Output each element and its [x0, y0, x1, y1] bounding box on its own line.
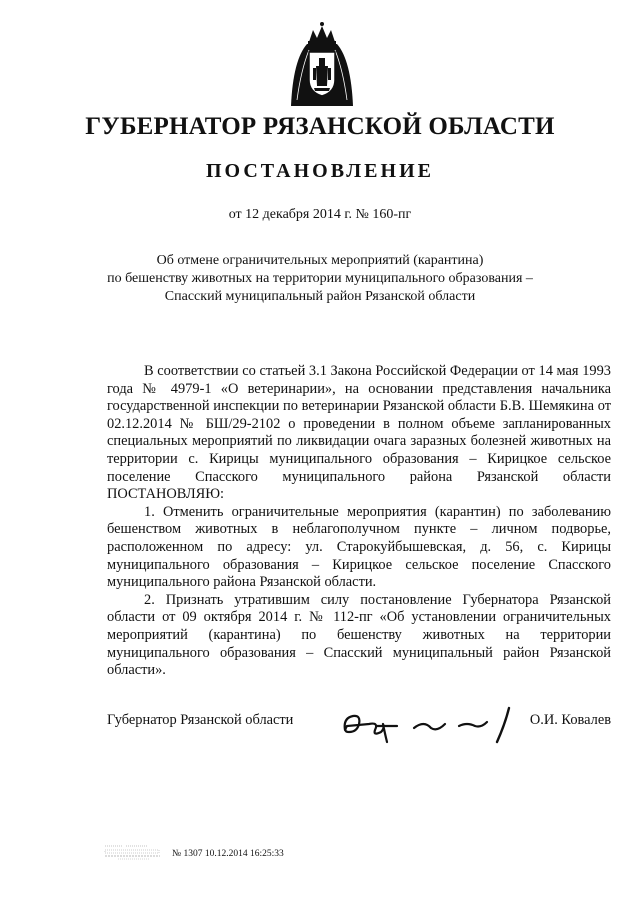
- registration-number: № 1307 10.12.2014 16:25:33: [172, 849, 284, 859]
- document-type: ПОСТАНОВЛЕНИЕ: [206, 160, 434, 182]
- resolution-item: 2. Признать утратившим силу постановление Губернатора Рязанской области от 09 октября 2014 г. № 112-пг «Об установлении ограничительных мероприятий (карантина) по бешенству животных на территории муниципального образования – Спасский муниципальный район Рязанской области».: [107, 591, 611, 679]
- coat-of-arms-icon: [287, 20, 357, 110]
- subject-line: по бешенству животных на территории муниципального образования –: [107, 271, 533, 286]
- preamble-paragraph: В соответствии со статьей 3.1 Закона Российской Федерации от 14 мая 1993 года № 4979-1 «О ветеринарии», на основании представления начальника государственной инспекции по ветеринарии Рязанской области Б.В. Шемякина от 02.12.2014 № БШ/29-2102 о проведении в полном объеме запланированных специальных мероприятий по ликвидации очага заразных болезней животных на территории с. Кирицы муниципального образования – Кирицкое сельское поселение Спасского муниципального района Рязанской области ПОСТАНОВЛЯЮ:: [107, 363, 611, 503]
- electronic-stamp-icon: [104, 843, 164, 861]
- signatory-name: О.И. Ковалев: [529, 712, 611, 728]
- subject-line: Спасский муниципальный район Рязанской области: [164, 289, 476, 304]
- resolution-item: 1. Отменить ограничительные мероприятия (карантин) по заболеванию бешенством животных в неблагополучном пункте – личном подворье, расположенном по адресу: ул. Старокуйбышевская, д. 56, с. Кирицы муниципального образования – Кирицкое сельское поселение Спасского муниципального района Рязанской области.: [107, 503, 611, 591]
- signatory-post: Губернатор Рязанской области: [107, 712, 294, 728]
- document-subject: [60, 252, 580, 306]
- document-body: [107, 363, 611, 680]
- authority-title: ГУБЕРНАТОР РЯЗАНСКОЙ ОБЛАСТИ: [85, 113, 555, 140]
- handwritten-signature: [339, 702, 514, 747]
- signature-block: [107, 712, 611, 752]
- registration-footer: [104, 843, 364, 863]
- subject-line: Об отмене ограничительных мероприятий (карантина): [156, 253, 484, 268]
- document-date-number: от 12 декабря 2014 г. № 160-пг: [228, 207, 412, 222]
